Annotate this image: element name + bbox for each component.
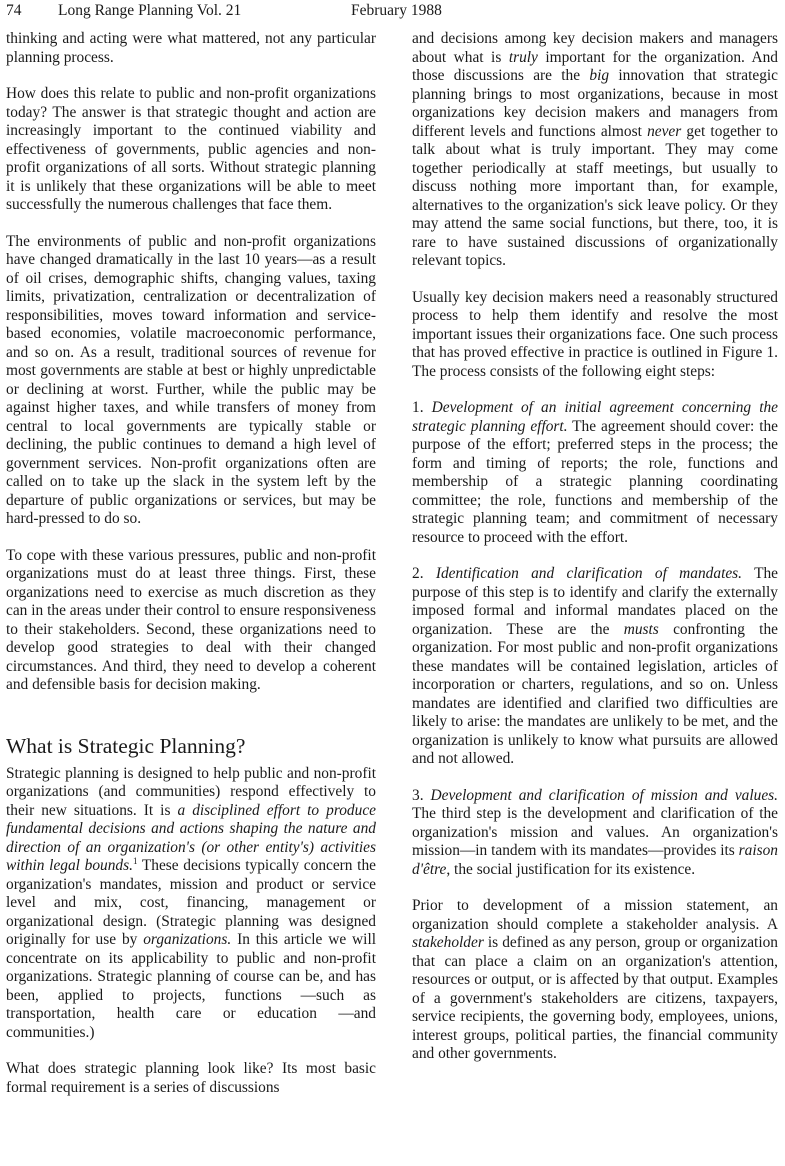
left-column <box>6 30 376 1097</box>
section-heading: What is Strategic Planning? <box>6 733 246 758</box>
text-run: important for the organization. And those discussions are the <box>412 48 779 84</box>
emphasis-text: musts <box>623 620 659 638</box>
emphasis-text: big <box>589 67 610 84</box>
step-title: Development of an initial agreement concerning the strategic planning effort. <box>412 399 779 435</box>
step-item <box>412 565 778 769</box>
paragraph: The environments of public and non-profit organizations have changed dramatically in the last 10 years—as a result of oil crises, demographic shifts, changing values, taxing limits, privatization, centralization or decentralization of responsibilities, moves toward information and service-based economies, volatile macroeconomic performance, and so on. As a result, traditional sources of revenue for most governments are stable at best or highly unpredictable or declining at worst. Further, while the public may be against higher taxes, and while transfers of money from central to local governments are typically stable or declining, the public continues to demand a high level of government services. Non-profit organizations often are called on to take up the slack in the system left by the departure of public organizations or services, but may be hard-pressed to do so. <box>6 232 376 527</box>
running-header <box>6 0 776 24</box>
text-run: is defined as any person, group or organization that can place a claim on an organization's attention, resources or output, or is affected by that output. Examples of a government's stakeholders are citizens, taxpayers, service recipients, the governing body, employees, unions, interest groups, political parties, the financial community and other governments. <box>412 934 778 1062</box>
text-run: and decisions among key decision makers and managers about what is <box>412 30 778 66</box>
paragraph: Usually key decision makers need a reasonably structured process to help them identify and resolve the most important issues their organizations face. One such process that has proved effective in practice is outlined in Figure 1. The process consists of the following eight steps: <box>412 288 778 380</box>
step-number: 3. <box>412 786 431 804</box>
text-run: These decisions typically concern the organization's mandates, mission and product or service level and mix, cost, financing, management or organizational design. (Strategic planning was designed originally for use by <box>6 857 376 948</box>
step-item <box>412 399 778 547</box>
paragraph: How does this relate to public and non-profit organizations today? The answer is that strategic thought and action are increasingly important to the continued viability and effectiveness of governments, public agencies and non-profit organizations of all sorts. Without strategic planning it is unlikely that these organizations will be able to meet successfully the numerous challenges that face them. <box>6 85 376 213</box>
text-run: innovation that strategic planning brings to most organizations, because in most organizations key decision makers and managers from different levels and functions almost <box>412 67 778 140</box>
emphasis-text: raison d'être <box>412 842 778 878</box>
journal-title: Long Range Planning Vol. 21 <box>58 2 242 19</box>
paragraph: thinking and acting were what mattered, not any particular planning process. <box>6 30 376 66</box>
footnote-marker: 1 <box>132 855 138 866</box>
right-column <box>412 30 778 1064</box>
step-body: confronting the organization. For most public and non-profit organizations these mandates will be contained legislation, articles of incorporation or charters, regulations, and so on. Unless mandates are identified and clarified two difficulties are likely to arise: the mandates are unlikely to be met, and the organization is unlikely to know what pursuits are allowed and not allowed. <box>412 620 778 767</box>
page-number: 74 <box>6 2 22 19</box>
paragraph: What does strategic planning look like? Its most basic formal requirement is a series of discussions <box>6 1060 376 1096</box>
issue-date: February 1988 <box>351 2 442 19</box>
emphasis-text: truly <box>508 48 538 66</box>
step-body: , the social justification for its existence. <box>446 860 696 878</box>
text-run: Strategic planning is designed to help public and non-profit organizations (and communities) respond effectively to their new situations. It is <box>6 764 376 819</box>
step-body: The agreement should cover: the purpose of the effort; preferred steps in the process; the form and timing of reports; the role, functions and membership of a strategic planning coordinating committee; the role, functions and membership of the strategic planning team; and commitment of necessary resource to proceed with the effort. <box>412 417 778 546</box>
step-title: Development and clarification of mission and values. <box>430 786 779 804</box>
step-title: Identification and clarification of mandates. <box>435 565 743 582</box>
text-run: Prior to development of a mission statement, an organization should complete a stakeholder analysis. A <box>412 897 778 933</box>
paragraph <box>412 897 778 1064</box>
paragraph <box>412 30 778 271</box>
text-run: get together to talk about what is truly important. They may come together periodically at staff meetings, but usually to discuss nothing more important than, for example, alternatives to the organization's sick leave policy. Or they may attend the same social functions, but there, too, it is rare to have sustained discussions of organizationally relevant topics. <box>412 122 778 269</box>
definition-text: a disciplined effort to produce fundamental decisions and actions shaping the nature and direction of an organization's (or other entity's) activities within legal bounds. <box>6 801 376 874</box>
text-run: In this article we will concentrate on its applicability to public and non-profit organizations. Strategic planning of course can be, and has been, applied to projects, functions —such as transportation, health care or education —and communities.) <box>6 931 376 1041</box>
emphasis-text: organizations. <box>143 931 232 948</box>
step-body: The third step is the development and clarification of the organization's mission and values. An organization's mission—in tandem with its mandates—provides its <box>412 805 778 859</box>
step-number: 2. <box>412 565 436 582</box>
emphasis-text: stakeholder <box>412 934 484 951</box>
emphasis-text: never <box>647 122 682 140</box>
step-body: The purpose of this step is to identify and clarify the externally imposed formal and informal mandates placed on the organization. These are the <box>412 565 778 638</box>
step-item <box>412 787 778 880</box>
step-number: 1. <box>412 399 432 416</box>
paragraph: To cope with these various pressures, public and non-profit organizations must do at least three things. First, these organizations need to exercise as much discretion as they can in the areas under their control to ensure responsiveness to their stakeholders. Second, these organizations need to develop good strategies to deal with their changed circumstances. And third, they need to develop a coherent and defensible basis for decision making. <box>6 546 376 693</box>
paragraph <box>6 765 376 1043</box>
